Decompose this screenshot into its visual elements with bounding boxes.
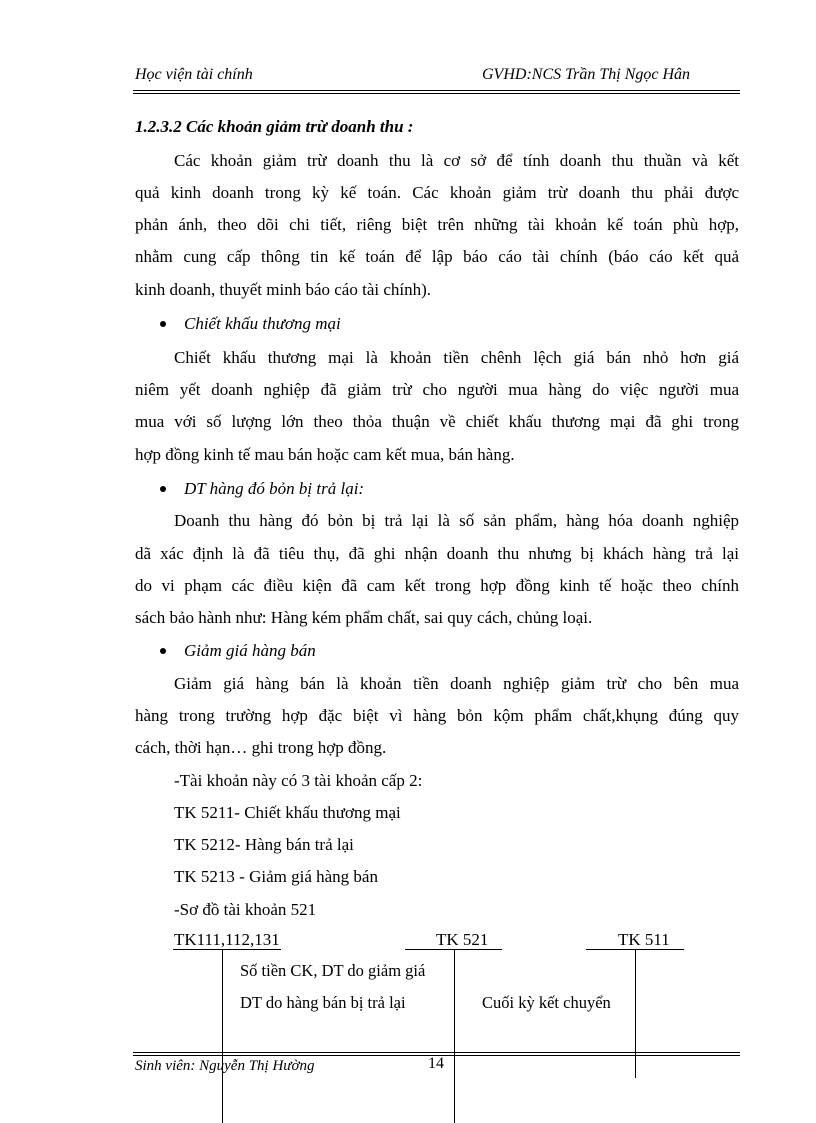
account-label-right: TK 511 <box>618 930 670 949</box>
section-title: 1.2.3.2 Các khoản giảm trừ doanh thu : <box>135 117 414 136</box>
account-5211: TK 5211- Chiết khấu thương mại <box>174 803 401 822</box>
header-institution: Học viện tài chính <box>135 66 253 83</box>
account-5212: TK 5212- Hàng bán trả lại <box>174 835 354 854</box>
account-label-middle: TK 521 <box>436 930 489 949</box>
header-advisor: GVHD:NCS Trần Thị Ngọc Hân <box>482 66 691 83</box>
accounts-intro: -Tài khoản này có 3 tài khoản cấp 2: <box>174 771 423 790</box>
header-rule-2 <box>133 93 740 94</box>
paragraph-line: sách bảo hành như: Hàng kém phẩm chất, sai quy cách, chủng loại. <box>135 608 593 627</box>
paragraph-line: phản ánh, theo dõi chi tiết, riêng biệt trên những tài khoản kế toán phù hợp, <box>135 215 739 234</box>
paragraph-line: cách, thời hạn… ghi trong hợp đồng. <box>135 738 387 757</box>
paragraph-line: Chiết khấu thương mại là khoản tiền chênh lệch giá bán nhỏ hơn giá <box>174 348 739 367</box>
paragraph-line: nhằm cung cấp thông tin kế toán để lập báo cáo tài chính (báo cáo kết quả <box>135 247 739 266</box>
header-rule <box>133 90 740 91</box>
paragraph-line: hàng trong trường hợp đặc biệt vì hàng bỏn kộm phẩm chất,khụng đúng quy <box>135 706 739 725</box>
paragraph-line: Các khoản giảm trừ doanh thu là cơ sở để tính doanh thu thuần và kết <box>174 151 739 170</box>
paragraph-line: niêm yết doanh nghiệp đã giảm trừ cho người mua hàng do việc người mua <box>135 380 739 399</box>
t-account-stem-left <box>222 950 223 1123</box>
footer-student: Sinh viên: Nguyễn Thị Hường <box>135 1058 315 1074</box>
t-account-rule-left <box>173 949 281 950</box>
paragraph-line: quả kinh doanh trong kỳ kế toán. Các khoản giảm trừ doanh thu phải được <box>135 183 739 202</box>
account-5213: TK 5213 - Giảm giá hàng bán <box>174 867 378 886</box>
page-number: 14 <box>428 1055 444 1072</box>
paragraph-line: dã xác định là đã tiêu thụ, đã ghi nhận doanh thu nhưng bị khách hàng trả lại <box>135 544 739 563</box>
bullet-title-trade-discount: Chiết khấu thương mại <box>184 314 341 333</box>
t-account-stem-middle <box>454 950 455 1123</box>
bullet-dot <box>160 486 166 492</box>
entry-returned-goods: DT do hàng bán bị trả lại <box>240 993 406 1012</box>
paragraph-line: hợp đồng kinh tế mau bán hoặc cam kết mua, bán hàng. <box>135 445 515 464</box>
bullet-dot <box>160 321 166 327</box>
bullet-dot <box>160 648 166 654</box>
paragraph-line: Doanh thu hàng đó bỏn bị trả lại là số sản phẩm, hàng hóa doanh nghiệp <box>174 511 739 530</box>
footer-rule <box>133 1052 740 1053</box>
bullet-title-returned-goods: DT hàng đó bỏn bị trả lại: <box>184 479 365 498</box>
paragraph-line: do vi phạm các điều kiện đã cam kết trong hợp đồng kinh tế hoặc theo chính <box>135 576 739 595</box>
entry-period-end-transfer: Cuối kỳ kết chuyển <box>482 993 611 1012</box>
paragraph-line: mua với số lượng lớn theo thỏa thuận về chiết khấu thương mại đã ghi trong <box>135 412 739 431</box>
account-label-left: TK111,112,131 <box>174 930 280 949</box>
entry-discount-amount: Số tiền CK, DT do giảm giá <box>240 961 426 980</box>
paragraph-line: Giảm giá hàng bán là khoản tiền doanh nghiệp giảm trừ cho bên mua <box>174 674 739 693</box>
bullet-title-sales-allowance: Giảm giá hàng bán <box>184 641 316 660</box>
paragraph-line: kinh doanh, thuyết minh báo cáo tài chính). <box>135 280 432 299</box>
diagram-label: -Sơ đồ tài khoản 521 <box>174 900 317 919</box>
t-account-stem-right <box>635 950 636 1078</box>
